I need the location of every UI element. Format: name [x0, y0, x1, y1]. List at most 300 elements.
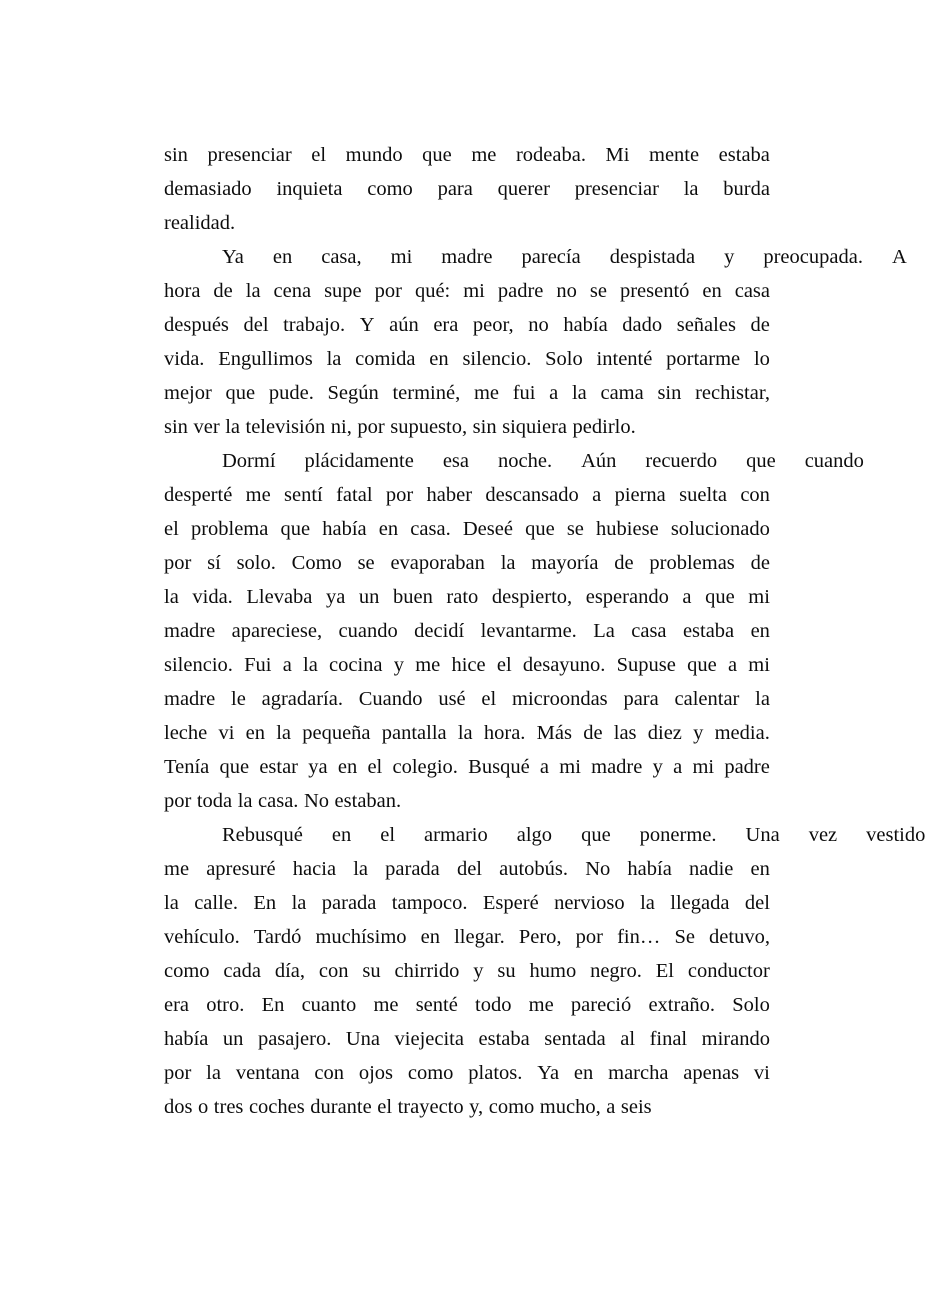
word: ver	[193, 416, 220, 438]
word: del	[744, 892, 770, 914]
word: cuando	[804, 450, 864, 472]
word: Aún	[581, 450, 617, 472]
word: ponerme.	[639, 824, 717, 846]
word: haber	[426, 484, 473, 506]
word: qué:	[414, 280, 451, 302]
word: el	[164, 518, 179, 540]
word: cuanto	[301, 994, 357, 1016]
word: casa,	[321, 246, 362, 268]
word: tres	[213, 1096, 244, 1118]
word: sin	[164, 144, 188, 166]
word: la	[571, 382, 587, 404]
word: a	[592, 484, 602, 506]
word: el	[311, 144, 327, 166]
word: microondas	[512, 688, 608, 710]
word: trayecto	[397, 1096, 464, 1118]
word: en	[702, 280, 722, 302]
word: y	[652, 756, 663, 778]
word: ni,	[330, 416, 352, 438]
word: marcha	[608, 1062, 669, 1084]
paragraph	[164, 444, 864, 818]
word: querer	[497, 178, 550, 200]
word: el	[496, 654, 512, 676]
word: el	[481, 688, 497, 710]
word: por	[164, 552, 192, 574]
word: despistada	[609, 246, 696, 268]
word: señales	[676, 314, 736, 336]
word: la	[237, 790, 253, 812]
word: vehículo.	[164, 926, 240, 948]
word: y,	[469, 1096, 484, 1118]
word: autobús.	[499, 858, 569, 880]
word: terminé,	[392, 382, 461, 404]
word: calle.	[194, 892, 239, 914]
text-line	[164, 308, 770, 342]
word: pude.	[268, 382, 314, 404]
text-line	[164, 376, 770, 410]
word: trabajo.	[283, 314, 346, 336]
word: de	[614, 552, 634, 574]
word: Más	[536, 722, 572, 744]
word: cuando	[338, 620, 398, 642]
word: sin	[472, 416, 497, 438]
word: madre	[164, 620, 216, 642]
word: recuerdo	[645, 450, 718, 472]
text-line	[164, 716, 770, 750]
word: media.	[714, 722, 770, 744]
word: la	[164, 892, 179, 914]
word: apenas	[683, 1062, 740, 1084]
word: del	[243, 314, 269, 336]
word: se	[357, 552, 375, 574]
word: estaban.	[334, 790, 402, 812]
word: como	[407, 1062, 454, 1084]
word: rodeaba.	[515, 144, 586, 166]
word: la	[291, 892, 307, 914]
text-line	[164, 342, 770, 376]
word: detuvo,	[709, 926, 770, 948]
paragraph	[164, 818, 926, 1124]
word: que	[219, 756, 250, 778]
word: estar	[259, 756, 299, 778]
word: pedirlo.	[572, 416, 636, 438]
word: por	[164, 790, 192, 812]
word: aún	[389, 314, 419, 336]
word: Rebusqué	[222, 824, 303, 846]
word: silencio.	[164, 654, 233, 676]
word: senté	[415, 994, 458, 1016]
word: mi	[463, 280, 485, 302]
word: problemas	[649, 552, 735, 574]
word: colegio.	[392, 756, 458, 778]
word: negro.	[590, 960, 642, 982]
word: pareció	[570, 994, 632, 1016]
word: Mi	[605, 144, 630, 166]
word: sin	[657, 382, 682, 404]
word: cocina	[329, 654, 383, 676]
word: cada	[223, 960, 261, 982]
word: en	[750, 858, 770, 880]
word: pierna	[614, 484, 666, 506]
word: la	[353, 858, 368, 880]
word: chirrido	[394, 960, 460, 982]
word: no	[528, 314, 549, 336]
word: mucho,	[539, 1096, 601, 1118]
word: a	[673, 756, 683, 778]
book-page	[53, 0, 926, 1299]
word: que	[225, 382, 256, 404]
paragraph	[164, 240, 907, 444]
word: problema	[190, 518, 269, 540]
word: hice	[451, 654, 486, 676]
word: esa	[442, 450, 469, 472]
word: silencio.	[462, 348, 532, 370]
text-line	[164, 206, 770, 240]
word: me	[415, 654, 441, 676]
word: madre	[441, 246, 493, 268]
word: dos	[164, 1096, 193, 1118]
word: rato	[446, 586, 479, 608]
word: final	[649, 1028, 688, 1050]
word: Como	[291, 552, 342, 574]
word: casa	[734, 280, 770, 302]
word: la	[326, 348, 342, 370]
word: mejor	[164, 382, 212, 404]
word: A	[891, 246, 907, 268]
word: diez	[647, 722, 682, 744]
text-line	[164, 172, 770, 206]
word: madre	[591, 756, 643, 778]
word: Cuando	[358, 688, 423, 710]
word: esperando	[585, 586, 669, 608]
word: mi	[390, 246, 413, 268]
word: Supuse	[616, 654, 676, 676]
word: El	[655, 960, 674, 982]
word: desperté	[164, 484, 233, 506]
word: seis	[620, 1096, 652, 1118]
word: día,	[274, 960, 306, 982]
text-line	[164, 546, 770, 580]
word: cama	[600, 382, 644, 404]
word: No	[303, 790, 330, 812]
word: que	[705, 586, 735, 608]
paragraph	[164, 138, 770, 240]
word: otro.	[206, 994, 245, 1016]
word: No	[585, 858, 611, 880]
word: a	[727, 654, 738, 676]
word: como	[488, 1096, 535, 1118]
word: humo	[529, 960, 577, 982]
word: sin	[164, 416, 188, 438]
text-line	[164, 614, 770, 648]
word: Solo	[732, 994, 770, 1016]
word: comida	[355, 348, 416, 370]
word: la	[276, 722, 292, 744]
word: buen	[392, 586, 433, 608]
word: la	[755, 688, 770, 710]
word: calentar	[674, 688, 740, 710]
word	[907, 240, 933, 274]
word: fin…	[617, 926, 661, 948]
word: que	[280, 518, 311, 540]
word: televisión	[245, 416, 326, 438]
word: algo	[516, 824, 553, 846]
word: parada	[321, 892, 377, 914]
word: que	[422, 144, 452, 166]
word: había	[322, 518, 367, 540]
text-line	[164, 580, 770, 614]
text-line	[164, 410, 770, 444]
word: y	[724, 246, 735, 268]
word: siquiera	[502, 416, 568, 438]
word: padre	[724, 756, 770, 778]
word: mundo	[345, 144, 403, 166]
text-line	[164, 444, 864, 478]
word: Tenía	[164, 756, 210, 778]
word: armario	[424, 824, 488, 846]
word: la	[164, 586, 179, 608]
word: de	[750, 314, 770, 336]
word: sentí	[284, 484, 323, 506]
word: Engullimos	[218, 348, 313, 370]
word: casa.	[258, 790, 299, 812]
word: su	[362, 960, 381, 982]
word: un	[222, 1028, 244, 1050]
word: sentada	[544, 1028, 606, 1050]
text-line	[164, 512, 770, 546]
word: parada	[385, 858, 440, 880]
text-line	[164, 274, 770, 308]
word: al	[620, 1028, 636, 1050]
word: era	[164, 994, 190, 1016]
word: le	[231, 688, 246, 710]
word: nervioso	[554, 892, 625, 914]
word: llegar.	[454, 926, 505, 948]
word: estaba	[682, 620, 735, 642]
word: casa	[631, 620, 667, 642]
word: mi	[748, 654, 770, 676]
text-line	[164, 1090, 770, 1124]
word: un	[358, 586, 380, 608]
word: Fui	[244, 654, 272, 676]
word: Ya	[537, 1062, 560, 1084]
word: a	[549, 382, 559, 404]
word: en	[245, 722, 265, 744]
word: mayoría	[531, 552, 599, 574]
word: Llevaba	[246, 586, 313, 608]
word: fatal	[336, 484, 373, 506]
word: de	[583, 722, 603, 744]
word: Ya	[222, 246, 244, 268]
word: que	[687, 654, 717, 676]
word: solucionado	[670, 518, 770, 540]
word: vida.	[192, 586, 233, 608]
word: viejecita	[394, 1028, 464, 1050]
word: Dormí	[222, 450, 276, 472]
word: la	[206, 1062, 221, 1084]
word: en	[272, 246, 293, 268]
word: nadie	[688, 858, 734, 880]
word: por	[385, 484, 414, 506]
word: mi	[559, 756, 581, 778]
text-line	[164, 1056, 770, 1090]
word: noche.	[498, 450, 553, 472]
word: en	[573, 1062, 594, 1084]
word: vi	[753, 1062, 770, 1084]
word: leche	[164, 722, 208, 744]
word: ojos	[358, 1062, 394, 1084]
word: llegada	[670, 892, 730, 914]
word: la	[640, 892, 655, 914]
text-line	[164, 954, 770, 988]
word: como	[164, 960, 210, 982]
word: vida.	[164, 348, 205, 370]
word: En	[253, 892, 277, 914]
text-line	[164, 920, 770, 954]
word: estaba	[718, 144, 770, 166]
text-line	[164, 784, 770, 818]
text-line	[164, 988, 770, 1022]
word: vez	[808, 824, 838, 846]
word: su	[497, 960, 516, 982]
word: cena	[273, 280, 312, 302]
text-line	[164, 852, 770, 886]
word: dado	[622, 314, 663, 336]
word: el	[380, 824, 396, 846]
word: no	[556, 280, 577, 302]
word: para	[437, 178, 473, 200]
word: por	[357, 416, 385, 438]
text-line	[164, 240, 907, 274]
page-text-block	[164, 138, 926, 1124]
word: el	[367, 756, 383, 778]
word: supe	[324, 280, 362, 302]
word: de	[750, 552, 770, 574]
word: descansado	[485, 484, 579, 506]
word: me	[164, 858, 190, 880]
word: hora.	[483, 722, 526, 744]
word: mi	[748, 586, 770, 608]
word: me	[471, 144, 497, 166]
word: Esperé	[482, 892, 539, 914]
word: peor,	[472, 314, 514, 336]
word: y	[693, 722, 704, 744]
word: el	[377, 1096, 393, 1118]
word: del	[456, 858, 482, 880]
word: Deseé	[462, 518, 513, 540]
word: burda	[723, 178, 770, 200]
word: pequeña	[302, 722, 371, 744]
word: mi	[692, 756, 715, 778]
word: plácidamente	[304, 450, 414, 472]
word: presenciar	[207, 144, 292, 166]
word: por	[164, 1062, 192, 1084]
word: supuesto,	[390, 416, 468, 438]
word: pantalla	[381, 722, 447, 744]
word: hora	[164, 280, 201, 302]
word: apresuré	[206, 858, 276, 880]
word: la	[225, 416, 240, 438]
word: para	[623, 688, 659, 710]
word: me	[473, 382, 499, 404]
text-line	[164, 1022, 770, 1056]
word: muchísimo	[315, 926, 407, 948]
word: lo	[753, 348, 770, 370]
word: Y	[359, 314, 375, 336]
word: a	[606, 1096, 616, 1118]
word: hubiese	[596, 518, 659, 540]
word: Una	[345, 1028, 381, 1050]
word: levantarme.	[480, 620, 577, 642]
word: por	[575, 926, 603, 948]
word: demasiado	[164, 178, 252, 200]
word: madre	[164, 688, 216, 710]
text-line	[164, 648, 770, 682]
word: tampoco.	[391, 892, 468, 914]
word: toda	[196, 790, 233, 812]
word: después	[164, 314, 229, 336]
word: suelta	[679, 484, 727, 506]
word: en	[750, 620, 770, 642]
word: Busqué	[468, 756, 530, 778]
word: vi	[218, 722, 235, 744]
word: durante	[310, 1096, 372, 1118]
word: conductor	[687, 960, 770, 982]
text-line	[164, 682, 770, 716]
word: sí	[207, 552, 221, 574]
word: rechistar,	[695, 382, 770, 404]
word: de	[213, 280, 233, 302]
word: decidí	[414, 620, 465, 642]
word: evaporaban	[390, 552, 485, 574]
word: la	[683, 178, 699, 200]
word: había	[164, 1028, 209, 1050]
word: con	[314, 1062, 345, 1084]
word: la	[245, 280, 261, 302]
word: me	[528, 994, 554, 1016]
word: mirando	[701, 1028, 770, 1050]
word: que	[581, 824, 611, 846]
word: agradaría.	[261, 688, 343, 710]
word: era	[433, 314, 459, 336]
word: a	[539, 756, 550, 778]
word: Tardó	[253, 926, 302, 948]
text-line	[164, 138, 770, 172]
word: en	[337, 756, 358, 778]
word: solo.	[236, 552, 276, 574]
word: con	[740, 484, 770, 506]
word: presentó	[619, 280, 690, 302]
word: vestido	[866, 824, 926, 846]
word: Una	[745, 824, 780, 846]
word: apareciese,	[231, 620, 323, 642]
word: ya	[308, 756, 328, 778]
word: que	[525, 518, 555, 540]
word: se	[566, 518, 584, 540]
word: presenciar	[574, 178, 659, 200]
word: a	[282, 654, 292, 676]
word: mente	[649, 144, 700, 166]
word: la	[303, 654, 318, 676]
word: intenté	[596, 348, 653, 370]
word: padre	[497, 280, 544, 302]
word: las	[613, 722, 637, 744]
word: o	[198, 1096, 209, 1118]
word: ya	[325, 586, 346, 608]
word: coches	[248, 1096, 305, 1118]
word: En	[261, 994, 285, 1016]
word: había	[563, 314, 608, 336]
